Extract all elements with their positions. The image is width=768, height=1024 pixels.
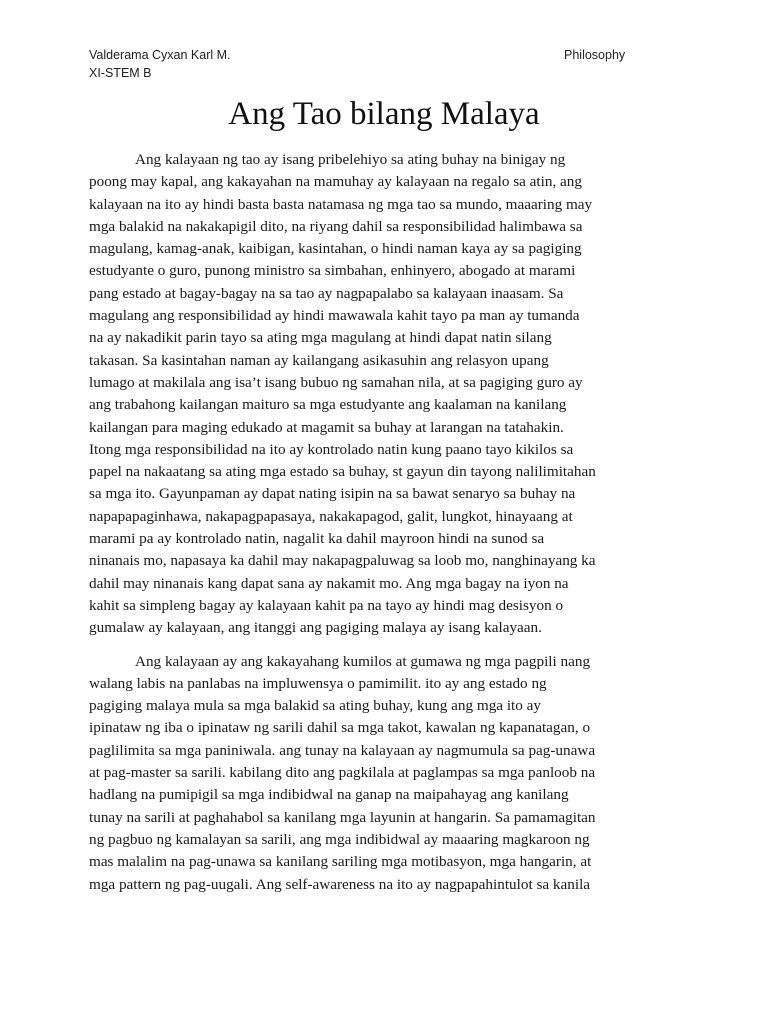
text-line: estudyante o guro, punong ministro sa simbahan, enhinyero, abogado at marami <box>89 262 576 280</box>
text-line: pagiging malaya mula sa mga balakid sa ating buhay, kung ang mga ito ay <box>89 697 541 715</box>
document-body <box>89 149 681 896</box>
text-line: dahil may ninanais kang dapat sana ay nakamit mo. Ang mga bagay na iyon na <box>89 574 569 592</box>
text-line: kailangan para maging edukado at magamit sa buhay at larangan na tatahakin. <box>89 418 564 436</box>
text-line: magulang, kamag-anak, kaibigan, kasintahan, o hindi naman kaya ay sa pagiging <box>89 240 582 258</box>
document-title: Ang Tao bilang Malaya <box>228 96 540 132</box>
text-line: Ang kalayaan ay ang kakayahang kumilos at gumawa ng mga pagpili nang <box>135 652 591 670</box>
author-block <box>89 46 231 82</box>
text-line: lumago at makilala ang isa’t isang bubuo ng samahan nila, at sa pagiging guro ay <box>89 373 583 391</box>
text-line: kahit sa simpleng bagay ay kalayaan kahit pa na tayo ay hindi mag desisyon o <box>89 596 564 614</box>
text-line: mga balakid na nakakapigil dito, na riyang dahil sa responsibilidad halimbawa sa <box>89 217 583 235</box>
text-line: hadlang na pumipigil sa mga indibidwal na ganap na maipahayag ang kanilang <box>89 786 569 804</box>
paragraph-1 <box>89 149 681 640</box>
text-line: sa mga ito. Gayunpaman ay dapat nating isipin na sa bawat senaryo sa buhay na <box>89 485 576 503</box>
text-line: ang trabahong kailangan maituro sa mga estudyante ang kaalaman na kanilang <box>89 396 567 414</box>
text-line: takasan. Sa kasintahan naman ay kailangang asikasuhin ang relasyon upang <box>89 351 549 369</box>
text-line: Itong mga responsibilidad na ito ay kontrolado natin kung paano tayo kikilos sa <box>89 440 574 458</box>
text-line: tunay na sarili at paghahabol sa kanilang mga layunin at hangarin. Sa pamamagitan <box>89 808 596 826</box>
text-line: magulang ang responsibilidad ay hindi mawawala kahit tayo pa man ay tumanda <box>89 307 580 325</box>
subject-label: Philosophy <box>564 48 626 62</box>
text-line: at pag-master sa sarili. kabilang dito ang pagkilala at paglampas sa mga panloob na <box>89 764 596 782</box>
text-line: papel na nakaatang sa ating mga estado sa buhay, st gayun din tayong nalilimitahan <box>89 463 596 481</box>
text-line: ninanais mo, napasaya ka dahil may nakapagpaluwag sa loob mo, nanghinayang ka <box>89 552 596 570</box>
text-line: kalayaan na ito ay hindi basta basta natamasa ng mga tao sa mundo, maaaring may <box>89 195 593 213</box>
text-line: Ang kalayaan ng tao ay isang pribelehiyo sa ating buhay na binigay ng <box>135 151 566 168</box>
text-line: mga pattern ng pag-uugali. Ang self-awareness na ito ay nagpapahintulot sa kanila <box>89 875 591 893</box>
text-line: ipinataw ng iba o ipinataw ng sarili dahil sa mga takot, kawalan ng kapanatagan, o <box>89 719 591 737</box>
text-line: mas malalim na pag-unawa sa kanilang sariling mga motibasyon, mga hangarin, at <box>89 853 592 871</box>
text-line: walang labis na panlabas na impluwensya o pamimilit. ito ay ang estado ng <box>89 674 547 692</box>
text-line: paglilimita sa mga paniniwala. ang tunay na kalayaan ay nagmumula sa pag-unawa <box>89 741 596 759</box>
text-line: napapapaginhawa, nakapagpapasaya, nakakapagod, galit, lungkot, hinayaang at <box>89 507 573 525</box>
text-line: marami pa ay kontrolado natin, nagalit ka dahil mayroon hindi na sunod sa <box>89 530 545 548</box>
text-line: ng pagbuo ng kamalayan sa sarili, ang mga indibidwal ay maaaring magkaroon ng <box>89 830 590 848</box>
text-line: gumalaw ay kalayaan, ang itanggi ang pagiging malaya ay isang kalayaan. <box>89 619 542 637</box>
text-line: poong may kapal, ang kakayahan na mamuhay ay kalayaan na regalo sa atin, ang <box>89 173 582 191</box>
author-name: Valderama Cyxan Karl M. <box>89 48 231 62</box>
class-section: XI-STEM B <box>89 66 152 80</box>
text-line: na ay nakadikit parin tayo sa ating mga magulang at hindi dapat natin silang <box>89 329 552 347</box>
text-line: pang estado at bagay-bagay na sa tao ay nagpapalabo sa kalayaan inaasam. Sa <box>89 284 564 302</box>
paragraph-2 <box>89 651 681 896</box>
